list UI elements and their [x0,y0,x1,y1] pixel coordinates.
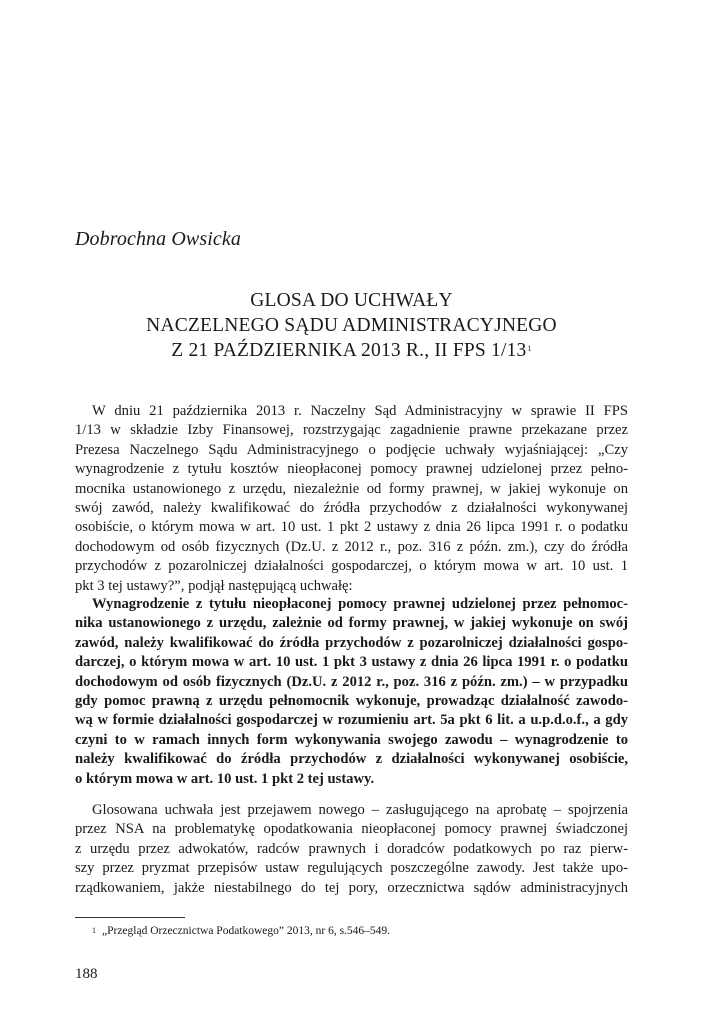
text-line: nika ustanowionego z urzędu, zależnie od formy prawnej, w jakiej wykonuje on swój [75,615,628,632]
text-line: z urzędu przez adwokatów, radców prawnych i doradców podatkowych po raz pierw- [75,840,628,857]
text-line: przychodów z pozarolniczej działalności gospodarczej, o którym mowa w art. 10 ust. 1 [75,558,628,575]
text-line: dochodowym od osób fizycznych (Dz.U. z 2012 r., poz. 316 z późn. zm.), czy do źródła [75,538,628,555]
text-line: pkt 3 tej ustawy?”, podjął następującą uchwałę: [75,577,353,594]
author-name: Dobrochna Owsicka [75,228,241,250]
title-footnote-marker: 1 [527,344,532,353]
footnote [92,924,390,938]
title-line-1: GLOSA DO UCHWAŁY [250,290,453,311]
text-line: 1/13 w składzie Izby Finansowej, rozstrzygając zagadnienie prawne przekazane przez [75,422,628,439]
text-line: Glosowana uchwała jest przejawem nowego – zasługującego na aprobatę – spojrzenia [92,802,628,818]
page-number: 188 [75,966,98,982]
title-line-3-text: Z 21 PAŹDZIERNIKA 2013 R., II FPS 1/13 [171,340,527,361]
text-line: rządkowaniem, jakże niestabilnego do tej pory, orzecznictwa sądów administracyjnych [75,879,628,896]
text-line: darczej, o którym mowa w art. 10 ust. 1 pkt 3 ustawy z dnia 26 lipca 1991 r. o podatku [75,654,628,671]
text-line: Prezesa Naczelnego Sądu Administracyjnego o podjęcie uchwały wyjaśniającej: „Czy [75,441,628,458]
page [75,0,628,1024]
text-line: szy przez pryzmat przepisów ustaw regulujących poszczególne zawody. Jest także upo- [75,860,628,877]
text-line: wynagrodzenie z tytułu kosztów nieopłaconej pomocy prawnej udzielonej przez pełno- [75,461,628,478]
paragraph-intro [75,402,628,596]
text-line: wą w formie działalności gospodarczej w rozumieniu art. 5a pkt 6 lit. a u.p.d.o.f., a gdy [75,712,628,729]
text-line: czyni to w ramach innych form wykonywania swojego zawodu – wynagrodzenie to [75,731,628,748]
text-line: zawód, należy kwalifikować do źródła przychodów z pozarolniczej działalności gospo- [75,634,628,651]
footnote-text: „Przegląd Orzecznictwa Podatkowego” 2013, nr 6, s.546–549. [102,925,391,937]
text-line: W dniu 21 października 2013 r. Naczelny Sąd Administracyjny w sprawie II FPS [92,403,628,419]
text-line: dochodowym od osób fizycznych (Dz.U. z 2012 r., poz. 316 z późn. zm.) – w przypadku [75,673,628,690]
footnote-marker: 1 [92,926,96,935]
article-title [75,288,628,363]
title-line-3 [75,338,628,363]
title-line-2: NACZELNEGO SĄDU ADMINISTRACYJNEGO [146,315,557,336]
text-line: Wynagrodzenie z tytułu nieopłaconej pomocy prawnej udzielonej przez pełnomoc- [92,596,628,612]
text-line: gdy pomoc prawną z urzędu pełnomocnik wykonuje, prowadząc działalność zawodo- [75,693,628,710]
paragraph-resolution [75,595,628,789]
text-line: przez NSA na problematykę opodatkowania nieopłaconej pomocy prawnej świadczonej [75,821,628,838]
text-line: mocnika ustanowionego z urzędu, niezależnie od formy prawnej, w jakiej wykonuje on [75,480,628,497]
footnote-divider [75,917,185,918]
text-line: swój zawód, należy kwalifikować do źródła przychodów z działalności wykonywanej [75,500,628,517]
paragraph-commentary [75,801,628,898]
text-line: o którym mowa w art. 10 ust. 1 pkt 2 tej ustawy. [75,770,375,787]
text-line: osobiście, o którym mowa w art. 10 ust. 1 pkt 2 ustawy z dnia 26 lipca 1991 r. o podatku [75,519,628,536]
text-line: należy kwalifikować do źródła przychodów z działalności wykonywanej osobiście, [75,751,628,768]
